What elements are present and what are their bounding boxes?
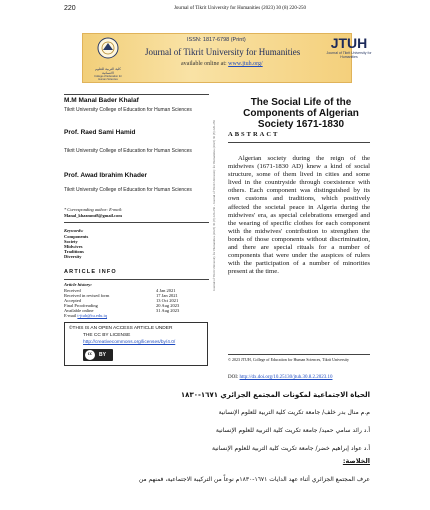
arabic-author-3: أ.د عواد إبراهيم خضر/ جامعة تكريت كلية التربية للعلوم الإنسانية bbox=[211, 445, 370, 452]
abstract-text: Algerian society during the reign of the midwives (1671-1830 AD) knew a kind of social structure, some of them lived in cities and some lived in the countryside through coexistence with others. Each component was distinguished by its own customs and traditions, which positively affected the societal peace in Algeria during the midwives' era, as special celebrations emerged and the wearing of specific clothes for each component with the midwives' contribution to strengthen the bonds of those components without discrimination, and there are special rituals for a number of components that were under the auspices of rulers with the participation of a number of minorities present at the time. bbox=[228, 155, 370, 276]
history-date: 4 Jan 2021 bbox=[156, 288, 176, 293]
license-line-2: THE CC BY LICENSE bbox=[83, 333, 131, 338]
keyword-item: Components bbox=[64, 234, 89, 239]
keyword-item: Traditions bbox=[64, 249, 84, 254]
keywords-label: Keywords: bbox=[64, 228, 84, 233]
journal-website-link[interactable]: www.jtuh.org/ bbox=[228, 61, 263, 67]
keyword-item: Society bbox=[64, 239, 78, 244]
history-label: Received bbox=[64, 288, 81, 293]
arabic-abstract-heading: الخلاصة: bbox=[342, 457, 370, 465]
history-label: Received in revised form bbox=[64, 293, 110, 298]
jtuh-logo-text: JTUH bbox=[330, 35, 368, 51]
arabic-title: الحياة الاجتماعية لمكونات المجتمع الجزائري ١٦٧١-١٨٣٠ bbox=[180, 391, 370, 399]
author-name-3: Prof. Awad Ibrahim Khader bbox=[64, 172, 148, 179]
doi-line: DOI: http://dx.doi.org/10.25130/jtuh.30.8.2.2023.10 bbox=[228, 375, 333, 380]
issn: ISSN: 1817-6798 (Print) bbox=[187, 37, 246, 43]
copyright-notice: © 2023 JTUH, College of Education for Human Sciences, Tikrit University bbox=[228, 357, 350, 362]
history-label: Accepted bbox=[64, 298, 81, 303]
college-logo-caption-en: College of Education for Human Sciences bbox=[94, 75, 122, 81]
author-affiliation-3: Tikrit University College of Education for Human Sciences bbox=[64, 187, 192, 193]
journal-title: Journal of Tikrit University for Humanities bbox=[145, 47, 301, 57]
history-date: 31 Aug 2023 bbox=[156, 308, 180, 313]
history-label: Final Proofreading bbox=[64, 303, 98, 308]
cc-by-badge bbox=[83, 349, 113, 361]
article-email-line: E-mail t-jtuh@tu.edu.iq bbox=[64, 313, 108, 318]
arabic-author-1: م.م منال بدر خلف/ جامعة تكريت كلية التربية للعلوم الإنسانية bbox=[218, 409, 370, 416]
author-name-2: Prof. Raed Sami Hamid bbox=[64, 129, 136, 136]
corresponding-author-email: Manal_khazmmt8@gmail.com bbox=[64, 213, 122, 218]
author-affiliation-2: Tikrit University College of Education for Human Sciences bbox=[64, 148, 192, 154]
college-logo bbox=[91, 36, 125, 81]
article-email-link[interactable]: t-jtuh@tu.edu.iq bbox=[77, 313, 108, 318]
article-title: The Social Life of the Components of Algerian Society 1671-1830 bbox=[243, 97, 359, 130]
online-line: available online at: www.jtuh.org/ bbox=[181, 61, 263, 67]
abstract-heading: ABSTRACT bbox=[228, 131, 280, 138]
cc-by-label: BY bbox=[99, 352, 106, 358]
keyword-item: Diversity bbox=[64, 254, 82, 259]
vertical-running-text: Journal of Tikrit University for Humanities (2023) 30 (8) 220-250 - Journal of Tikrit University for Humanities (2023) 30 (8) 220-250 bbox=[212, 120, 216, 292]
arabic-abstract-text: عرف المجتمع الجزائري أثناء عهد الدايات ١٦٧١-١٨٣٠م نوعاً من التركيبة الاجتماعية، فمنهم من bbox=[138, 476, 370, 483]
license-line-1: ©THIS IS AN OPEN ACCESS ARTICLE UNDER bbox=[69, 326, 173, 331]
jtuh-logo-caption: Journal of Tikrit University for Humanities bbox=[326, 51, 372, 59]
author-affiliation-1: Tikrit University College of Education for Human Sciences bbox=[64, 107, 192, 113]
keyword-item: Midwives bbox=[64, 244, 83, 249]
article-history-label: Article history: bbox=[64, 282, 92, 287]
author-name-1: M.M Manal Bader Khalaf bbox=[64, 97, 139, 104]
jtuh-logo bbox=[326, 36, 372, 64]
cc-icon: cc bbox=[85, 350, 95, 360]
corresponding-author-label: * Corresponding author: E-mail: bbox=[64, 207, 123, 212]
license-box bbox=[64, 322, 208, 366]
license-link[interactable]: http://creativecommons.org/licenses/by/4.0/ bbox=[83, 340, 176, 345]
history-date: 20 Aug 2023 bbox=[156, 303, 180, 308]
page-number: 220 bbox=[64, 5, 76, 12]
arabic-author-2: أ.د رائد سامي حميد/ جامعة تكريت كلية التربية للعلوم الإنسانية bbox=[215, 427, 370, 434]
doi-link[interactable]: http://dx.doi.org/10.25130/jtuh.30.8.2.2023.10 bbox=[239, 375, 333, 380]
history-date: 17 Jan 2021 bbox=[156, 293, 178, 298]
article-info-heading: ARTICLE INFO bbox=[64, 269, 117, 275]
history-date: 13 Oct 2021 bbox=[156, 298, 179, 303]
running-header: Journal of Tikrit University for Humanities (2023) 30 (8) 220-250 bbox=[173, 6, 307, 11]
college-logo-caption-ar: كلية التربية للعلوم الانسانية bbox=[95, 67, 121, 75]
history-label: Available online bbox=[64, 308, 94, 313]
